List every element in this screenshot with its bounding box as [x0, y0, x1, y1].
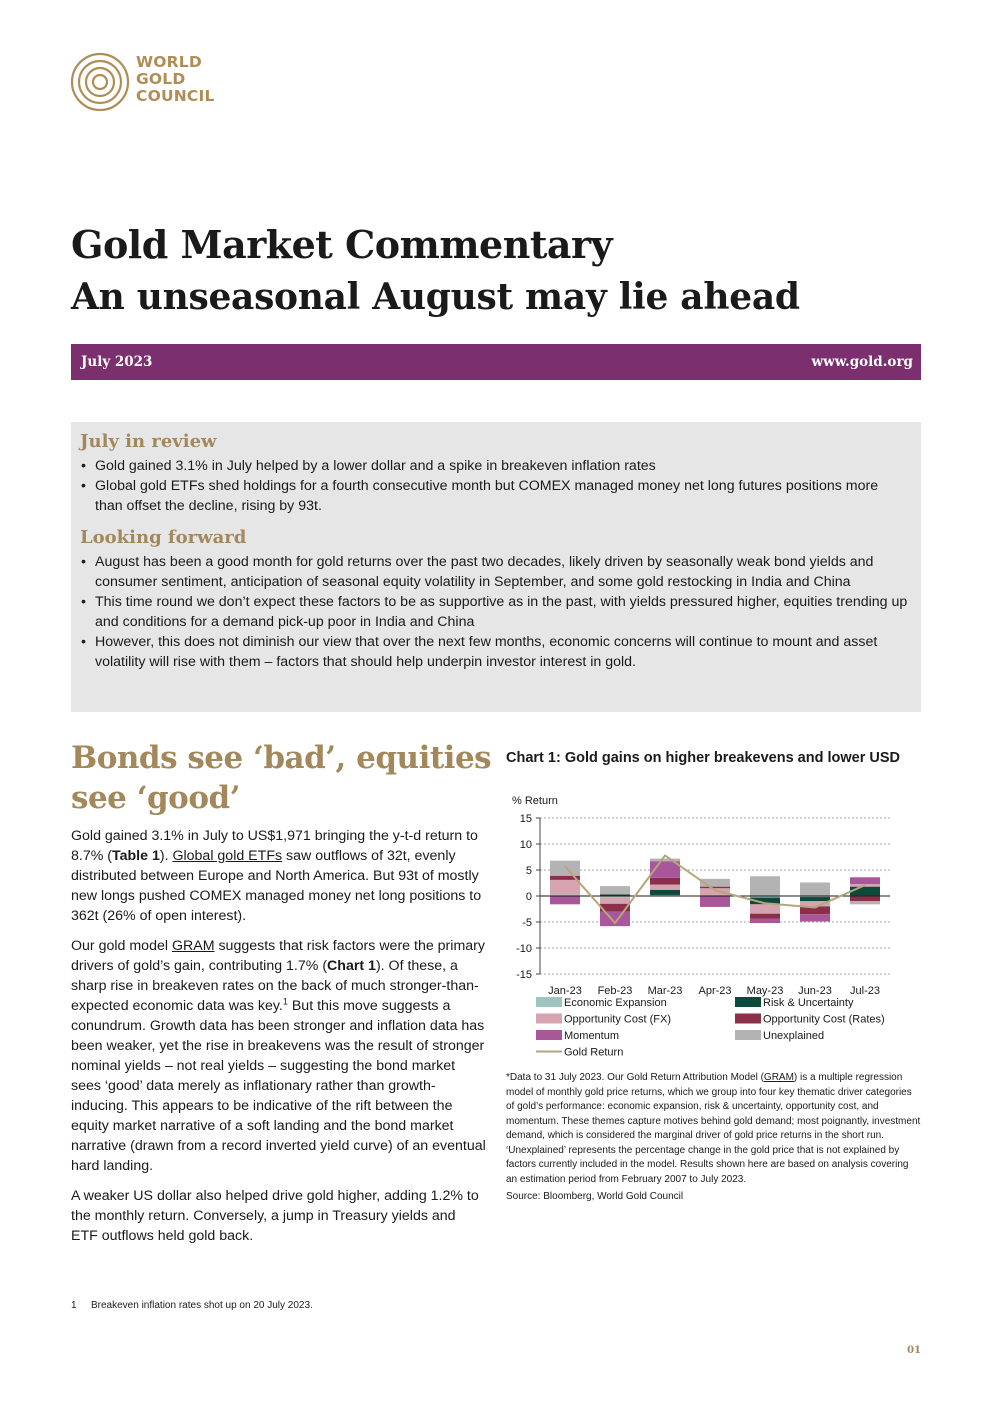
world-gold-council-logo: [70, 50, 250, 114]
y-tick-label: -5: [522, 917, 532, 929]
legend-label: Gold Return: [564, 1046, 624, 1059]
report-date: July 2023: [81, 354, 153, 370]
page-number: 01: [907, 1345, 921, 1356]
chart-footnote: [506, 1071, 921, 1187]
legend-label: Economic Expansion: [564, 997, 667, 1009]
review-list: [79, 456, 909, 516]
table-1-ref: Table 1: [112, 848, 160, 864]
bar-segment: [550, 880, 580, 895]
legend-label: Opportunity Cost (Rates): [763, 1013, 885, 1026]
review-box: [71, 422, 921, 712]
y-tick-label: -10: [516, 943, 532, 955]
logo-wordmark: [136, 54, 215, 105]
gram-note-link[interactable]: GRAM: [763, 1072, 794, 1083]
logo-line-3: COUNCIL: [136, 87, 215, 105]
section-heading: Bonds see ‘bad’, equities see ‘good’: [71, 740, 492, 816]
bar-segment: [650, 859, 680, 862]
x-tick-label: Jan-23: [548, 985, 582, 997]
y-axis-label: % Return: [512, 795, 558, 807]
legend-swatch: [735, 997, 761, 1007]
body-column: [71, 826, 486, 1256]
bar-segment: [800, 897, 830, 901]
bar-segment: [850, 887, 880, 896]
chart-title: Chart 1: Gold gains on higher breakevens and lower USD: [506, 750, 900, 766]
bar-segment: [700, 896, 730, 907]
bar-segment: [750, 876, 780, 896]
list-item: • Global gold ETFs shed holdings for a fourth consecutive month but COMEX managed money net long futures positions more than offset the decline, rising by 93t.: [79, 476, 909, 516]
gold-return-chart: [500, 790, 920, 1070]
paragraph-3: A weaker US dollar also helped drive gold higher, adding 1.2% to the monthly return. Conversely, a jump in Treasury yields and ETF outflows held gold back.: [71, 1188, 479, 1244]
x-tick-label: Mar-23: [647, 985, 683, 997]
chart-source: Source: Bloomberg, World Gold Council: [506, 1191, 684, 1202]
y-tick-label: -15: [516, 969, 532, 981]
legend-swatch: [536, 1030, 562, 1040]
bar-segment: [650, 878, 680, 885]
footnote-ref[interactable]: 1: [282, 996, 288, 1007]
list-item: • However, this does not diminish our view that over the next few months, economic concerns will continue to mount and asset volatility will rise with them – factors that should help underpin investor interest in gold.: [79, 632, 909, 672]
review-heading: July in review: [80, 431, 217, 452]
forward-list: [79, 552, 909, 672]
x-tick-label: Feb-23: [597, 985, 633, 997]
legend-swatch: [735, 1014, 761, 1024]
logo-line-2: GOLD: [136, 70, 186, 88]
forward-heading: Looking forward: [80, 527, 247, 548]
website-link[interactable]: www.gold.org: [811, 354, 913, 370]
y-tick-label: 10: [519, 839, 532, 851]
footnote: [71, 1300, 313, 1311]
gram-link[interactable]: GRAM: [171, 938, 215, 954]
date-band: [71, 344, 921, 380]
y-tick-label: 0: [525, 891, 532, 903]
x-tick-label: Jun-23: [798, 985, 832, 997]
bar-segment: [650, 885, 680, 890]
y-tick-label: 5: [525, 865, 532, 877]
text-run: *Data to 31 July 2023. Our Gold Return Attribution Model (: [506, 1072, 764, 1083]
bar-segment: [850, 896, 880, 901]
bar-segment: [550, 861, 580, 876]
bar-segment: [600, 898, 630, 904]
text-run: ).: [159, 848, 173, 864]
text-run: Gold gained 3.1% in July to US$1,971 bringing the y-t-d return to 8.7% (: [71, 828, 478, 864]
gold-rings-icon: [70, 50, 130, 114]
x-tick-label: Jul-23: [850, 985, 880, 997]
paragraph-1: [71, 826, 486, 926]
list-item: • August has been a good month for gold returns over the past two decades, likely driven by seasonally weak bond yields and consumer sentiment, anticipation of seasonal equity volatility in September, and some gold restocking in India and China: [79, 552, 909, 592]
logo-line-1: WORLD: [136, 53, 202, 71]
page-title: Gold Market Commentary: [71, 222, 613, 267]
page-subtitle: An unseasonal August may lie ahead: [71, 276, 800, 318]
legend-swatch: [536, 997, 562, 1007]
bar-segment: [550, 896, 580, 904]
paragraph-2: [71, 936, 486, 1176]
bar-segment: [700, 887, 730, 889]
bar-segment: [650, 890, 680, 895]
list-item: • Gold gained 3.1% in July helped by a lower dollar and a spike in breakeven inflation rates: [79, 456, 909, 476]
bar-segment: [850, 877, 880, 884]
global-gold-etfs-link[interactable]: Global gold ETFs: [172, 848, 283, 864]
text-run: suggests that risk factors were the primary drivers of gold’s gain, contributing 1.7% (: [71, 938, 485, 974]
legend-label: Momentum: [564, 1030, 620, 1042]
list-item: • This time round we don’t expect these factors to be as supportive as in the past, with yields pressured higher, equities trending up and conditions for a demand pick-up poor in India and China: [79, 592, 909, 632]
text-run: Our gold model: [71, 938, 172, 954]
legend-label: Unexplained: [763, 1030, 825, 1042]
bar-segment: [600, 886, 630, 894]
text-run: ). Of these, a sharp rise in breakeven rates on the back of much stronger-than-expected economic data was key.: [71, 958, 479, 1014]
x-tick-label: May-23: [746, 985, 784, 997]
text-run: But this move suggests a conundrum. Growth data has been stronger and inflation data has been weaker, yet the rise in breakevens was the result of stronger nominal yields – not real yields – suggesting the bond market sees ‘good’ data merely as inflationary rather than growth-inducing. This appears to be indicative of the rift between the equity market narrative of a soft landing and the bond market narrative (drawn from a record inverted yield curve) of an eventual hard landing.: [71, 998, 486, 1174]
legend-label: Opportunity Cost (FX): [564, 1013, 671, 1026]
bar-segment: [750, 904, 780, 913]
text-run: saw outflows of 32t, evenly distributed between Europe and North America. But 93t of mostly new longs pushed COMEX managed money net long positions to 362t (26% of open interest).: [71, 848, 482, 924]
bar-segment: [750, 914, 780, 919]
bar-segment: [800, 914, 830, 921]
bar-segment: [800, 882, 830, 896]
footnote-text: Breakeven inflation rates shot up on 20 July 2023.: [91, 1300, 313, 1311]
y-tick-label: 15: [519, 813, 532, 825]
legend-label: Risk & Uncertainty: [763, 997, 854, 1009]
chart-note: [506, 1071, 921, 1208]
bar-segment: [750, 919, 780, 923]
x-tick-label: Apr-23: [698, 985, 732, 997]
text-run: ) is a multiple regression model of monthly gold price returns, which we group into four key thematic driver categories of gold’s performance: economic expansion, risk & uncertainty, opportunity cost, and momentum. These themes capture motives behind gold demand; most poignantly, investment demand, which is considered the marginal driver of gold price returns in the short run. ‘Unexplained’ represents the percentage change in the gold price that is not explained by factors currently included in the model. Results shown here are based on analysis covering an estimation period from February 2007 to July 2023.: [506, 1072, 921, 1185]
legend-swatch: [735, 1030, 761, 1040]
legend-swatch: [536, 1014, 562, 1024]
chart-1-ref: Chart 1: [327, 958, 376, 974]
footnote-number: 1: [71, 1300, 77, 1311]
bar-segment: [850, 901, 880, 904]
